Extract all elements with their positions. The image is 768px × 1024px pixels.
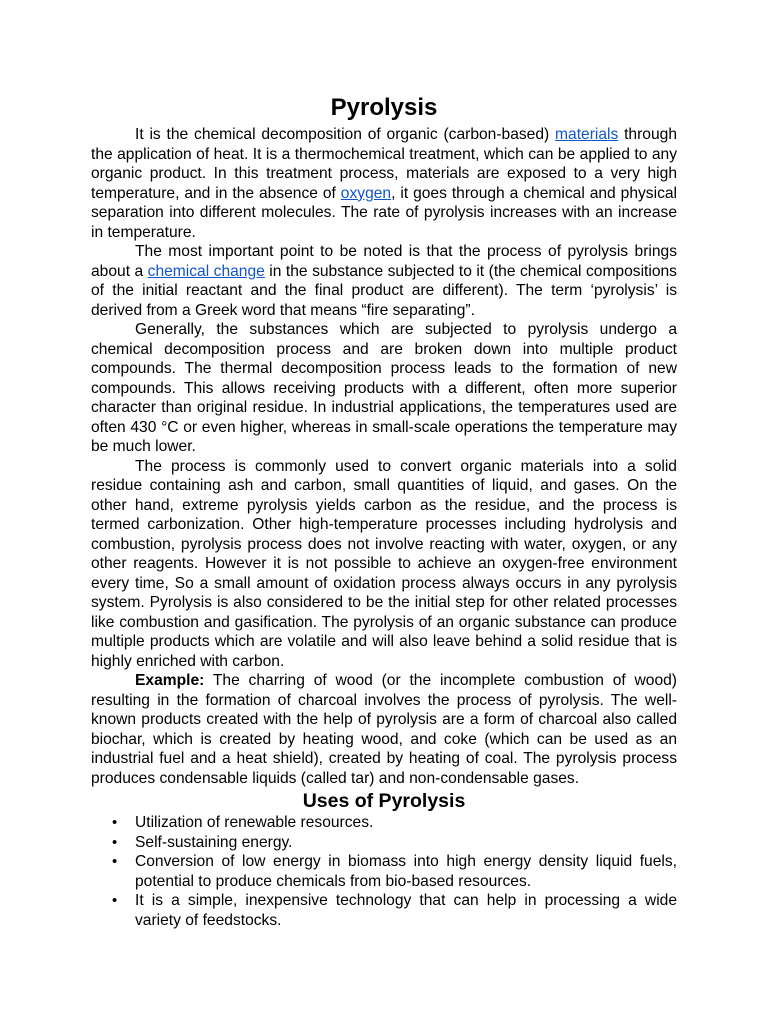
list-item-text: Conversion of low energy in biomass into high energy density liquid fuels, potential to produce chemicals from bio-based resources. bbox=[135, 853, 677, 890]
paragraph-chemical-change bbox=[91, 242, 677, 320]
paragraph-text: in the substance subjected to it (the chemical compositions of the initial reactant and the final product are different). The term ‘pyrolysis’ is derived from a Greek word that means “fire separating”. bbox=[91, 262, 677, 319]
paragraph-decomposition: Generally, the substances which are subjected to pyrolysis undergo a chemical decomposition process and are broken down into multiple product compounds. The thermal decomposition process leads to the formation of new compounds. This allows receiving products with a different, often more superior character than original residue. In industrial applications, the temperatures used are often 430 °C or even higher, whereas in small-scale operations the temperature may be much lower. bbox=[91, 321, 677, 455]
list-item bbox=[91, 852, 677, 891]
paragraph-text: It is the chemical decomposition of organic (carbon-based) bbox=[135, 126, 556, 143]
paragraph-process-uses: The process is commonly used to convert organic materials into a solid residue containing ash and carbon, small quantities of liquid, and gases. On the other hand, extreme pyrolysis yields carbon as the residue, and the process is termed carbonization. Other high-temperature processes including hydrolysis and combustion, pyrolysis process does not involve reacting with water, oxygen, or any other reagents. However it is not possible to achieve an oxygen-free environment every time, So a small amount of oxidation process always occurs in any pyrolysis system. Pyrolysis is also considered to be the initial step for other related processes like combustion and gasification. The pyrolysis of an organic substance can produce multiple products which are volatile and will also leave behind a solid residue that is highly enriched with carbon. bbox=[91, 457, 677, 670]
list-item bbox=[91, 833, 677, 853]
list-item bbox=[91, 813, 677, 833]
bullet-icon: • bbox=[112, 814, 118, 831]
list-item-text: Self-sustaining energy. bbox=[135, 833, 293, 851]
link-oxygen[interactable]: oxygen bbox=[340, 184, 392, 202]
bullet-icon: • bbox=[112, 892, 118, 909]
bullet-icon: • bbox=[112, 833, 118, 851]
list-item-text: It is a simple, inexpensive technology that can help in processing a wide variety of feedstocks. bbox=[135, 892, 677, 929]
link-chemical-change[interactable]: chemical change bbox=[147, 262, 265, 280]
document-title: Pyrolysis bbox=[330, 94, 438, 121]
paragraph-text: The most important point to be noted is that the process of pyrolysis brings about a bbox=[91, 243, 677, 280]
example-label: Example: bbox=[135, 672, 205, 689]
uses-heading: Uses of Pyrolysis bbox=[302, 790, 466, 812]
paragraph-definition bbox=[91, 125, 677, 242]
paragraph-text: , it goes through a chemical and physical separation into different molecules. The rate of pyrolysis increases with an increase in temperature. bbox=[91, 184, 677, 241]
uses-list bbox=[91, 813, 677, 930]
document-body bbox=[91, 93, 677, 930]
list-item-text: Utilization of renewable resources. bbox=[135, 814, 374, 831]
list-item bbox=[91, 891, 677, 930]
paragraph-text: through the application of heat. It is a thermochemical treatment, which can be applied to any organic product. In this treatment process, materials are exposed to a very high temperature, and in the absence of bbox=[91, 126, 677, 202]
paragraph-text: The charring of wood (or the incomplete combustion of wood) resulting in the formation of charcoal involves the process of pyrolysis. The well-known products created with the help of pyrolysis are a form of charcoal also called biochar, which is created by heating wood, and coke (which can be used as an industrial fuel and a heat shield), created by heating of coal. The pyrolysis process produces condensable liquids (called tar) and non-condensable gases. bbox=[91, 672, 677, 787]
link-materials[interactable]: materials bbox=[555, 126, 619, 143]
paragraph-example bbox=[91, 671, 677, 788]
bullet-icon: • bbox=[112, 853, 118, 870]
